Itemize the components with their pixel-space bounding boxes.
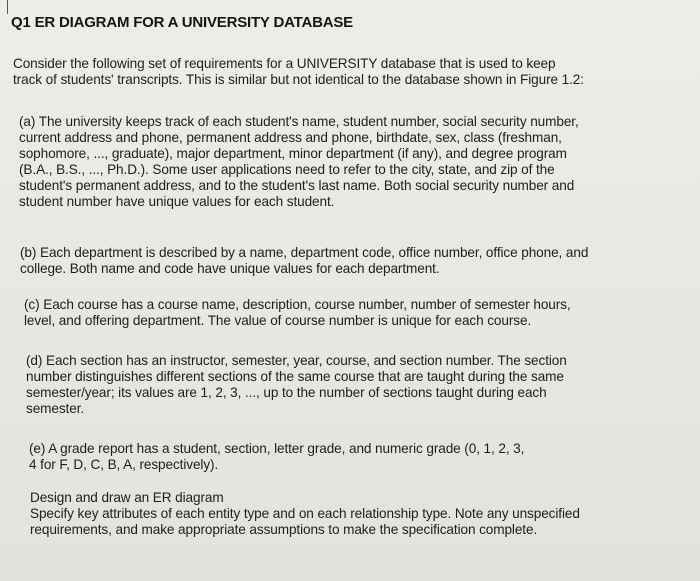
requirement-e bbox=[29, 441, 524, 473]
requirement-a-line: (B.A., B.S., ..., Ph.D.). Some user applications need to refer to the city, state, and zip of the bbox=[19, 162, 555, 177]
requirement-a-line: (a) The university keeps track of each student's name, student number, social security number, bbox=[19, 114, 579, 129]
task-line: requirements, and make appropriate assumptions to make the specification complete. bbox=[30, 522, 538, 537]
requirement-b-line: (b) Each department is described by a name, department code, office number, office phone, and bbox=[20, 245, 589, 260]
requirement-e-line: (e) A grade report has a student, section, letter grade, and numeric grade (0, 1, 2, 3, bbox=[29, 441, 525, 456]
requirement-b bbox=[20, 245, 588, 277]
question-title: Q1 ER DIAGRAM FOR A UNIVERSITY DATABASE bbox=[11, 14, 353, 31]
requirement-a bbox=[19, 114, 579, 210]
requirement-e-line: 4 for F, D, C, B, A, respectively). bbox=[29, 457, 219, 472]
requirement-c-line: level, and offering department. The value of course number is unique for each course. bbox=[24, 313, 532, 328]
requirement-a-line: sophomore, ..., graduate), major department, minor department (if any), and degree program bbox=[19, 146, 567, 161]
requirement-d-line: semester. bbox=[26, 401, 85, 416]
requirement-c bbox=[24, 297, 571, 329]
requirement-c-line: (c) Each course has a course name, description, course number, number of semester hours, bbox=[24, 297, 571, 312]
requirement-d-line: (d) Each section has an instructor, semester, year, course, and section number. The section bbox=[26, 353, 567, 368]
intro-line: Consider the following set of requirements for a UNIVERSITY database that is used to keep bbox=[13, 56, 556, 71]
requirement-a-line: student's permanent address, and to the student's last name. Both social security number and bbox=[19, 178, 575, 193]
requirement-d-line: number distinguishes different sections of the same course that are taught during the same bbox=[26, 369, 564, 384]
requirement-b-line: college. Both name and code have unique values for each department. bbox=[20, 261, 440, 276]
task-line: Specify key attributes of each entity type and on each relationship type. Note any unspecified bbox=[30, 506, 580, 521]
intro-line: track of students' transcripts. This is similar but not identical to the database shown in Figure 1.2: bbox=[13, 72, 584, 87]
edge-mark bbox=[7, 0, 8, 14]
task-line: Design and draw an ER diagram bbox=[30, 490, 224, 505]
requirement-a-line: current address and phone, permanent address and phone, birthdate, sex, class (freshman, bbox=[19, 130, 562, 145]
requirement-d-line: semester/year; its values are 1, 2, 3, ..., up to the number of sections taught during each bbox=[26, 385, 547, 400]
task-instructions bbox=[30, 490, 580, 538]
requirement-a-line: student number have unique values for each student. bbox=[19, 194, 335, 209]
requirement-d bbox=[26, 353, 567, 417]
intro-paragraph bbox=[13, 56, 584, 88]
